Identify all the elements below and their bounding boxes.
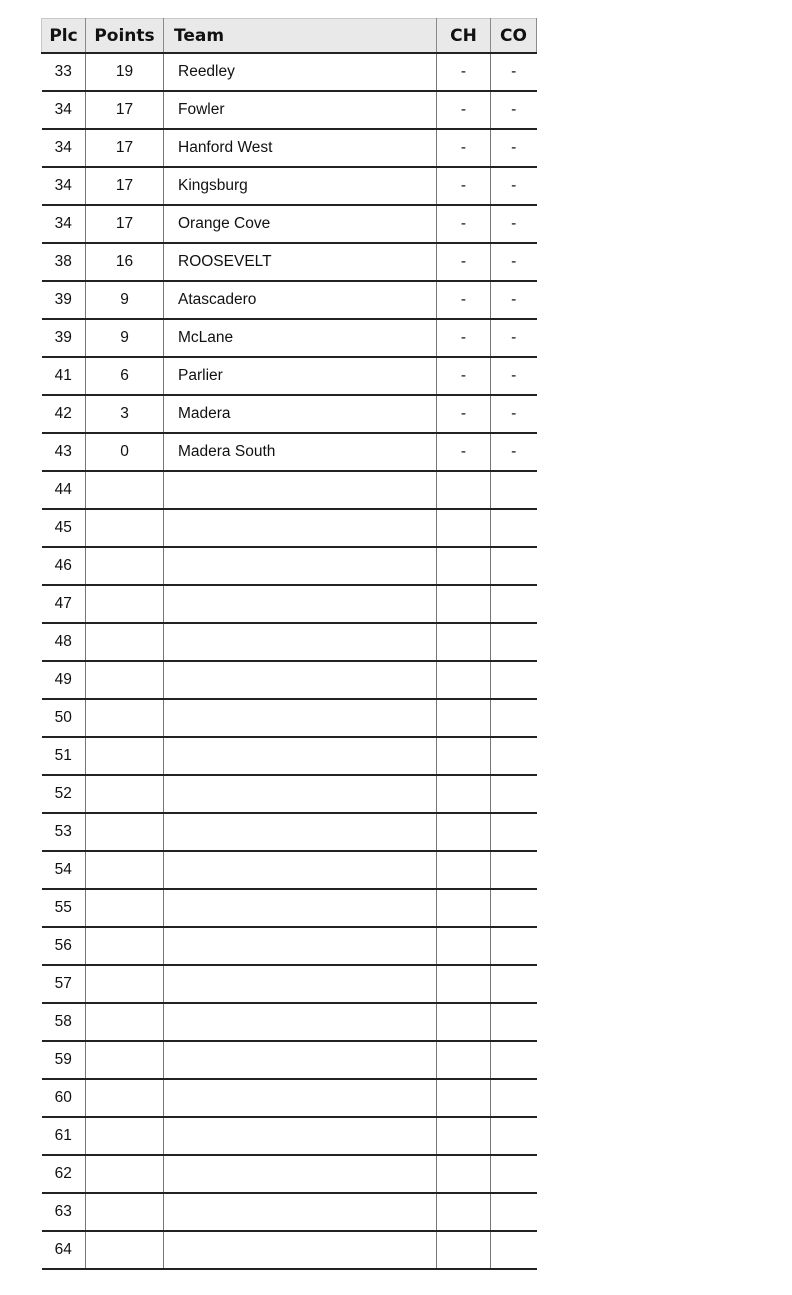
cell-points xyxy=(86,1231,164,1269)
cell-team xyxy=(164,737,437,775)
cell-points xyxy=(86,813,164,851)
cell-team xyxy=(164,585,437,623)
cell-co xyxy=(491,889,537,927)
cell-ch xyxy=(437,509,491,547)
cell-points xyxy=(86,623,164,661)
cell-ch: - xyxy=(437,205,491,243)
table-row xyxy=(42,623,537,661)
cell-plc: 53 xyxy=(42,813,86,851)
table-row xyxy=(42,357,537,395)
cell-plc: 34 xyxy=(42,91,86,129)
cell-plc: 57 xyxy=(42,965,86,1003)
cell-ch: - xyxy=(437,167,491,205)
cell-ch: - xyxy=(437,433,491,471)
table-row xyxy=(42,205,537,243)
cell-team xyxy=(164,889,437,927)
cell-points: 3 xyxy=(86,395,164,433)
cell-points: 9 xyxy=(86,319,164,357)
cell-ch: - xyxy=(437,91,491,129)
cell-co: - xyxy=(491,129,537,167)
cell-points xyxy=(86,471,164,509)
cell-points xyxy=(86,1003,164,1041)
header-team: Team xyxy=(164,19,437,54)
cell-team: Kingsburg xyxy=(164,167,437,205)
cell-team: Reedley xyxy=(164,53,437,91)
cell-plc: 51 xyxy=(42,737,86,775)
cell-plc: 34 xyxy=(42,205,86,243)
cell-plc: 38 xyxy=(42,243,86,281)
cell-plc: 49 xyxy=(42,661,86,699)
cell-co xyxy=(491,813,537,851)
table-row xyxy=(42,889,537,927)
cell-co: - xyxy=(491,281,537,319)
cell-points xyxy=(86,851,164,889)
cell-team: Hanford West xyxy=(164,129,437,167)
cell-team: Madera South xyxy=(164,433,437,471)
cell-points xyxy=(86,547,164,585)
cell-points: 17 xyxy=(86,129,164,167)
table-row xyxy=(42,813,537,851)
cell-plc: 39 xyxy=(42,281,86,319)
cell-team: McLane xyxy=(164,319,437,357)
table-row xyxy=(42,509,537,547)
table-row xyxy=(42,243,537,281)
table-row xyxy=(42,281,537,319)
cell-points xyxy=(86,509,164,547)
table-row xyxy=(42,699,537,737)
table-row xyxy=(42,1003,537,1041)
cell-points: 6 xyxy=(86,357,164,395)
cell-co xyxy=(491,661,537,699)
table-row xyxy=(42,1193,537,1231)
cell-points xyxy=(86,927,164,965)
cell-ch xyxy=(437,547,491,585)
cell-co xyxy=(491,927,537,965)
cell-ch: - xyxy=(437,129,491,167)
cell-ch xyxy=(437,1193,491,1231)
cell-ch xyxy=(437,1117,491,1155)
cell-points xyxy=(86,965,164,1003)
cell-co xyxy=(491,585,537,623)
cell-plc: 62 xyxy=(42,1155,86,1193)
cell-team xyxy=(164,965,437,1003)
cell-co xyxy=(491,775,537,813)
cell-plc: 63 xyxy=(42,1193,86,1231)
cell-ch xyxy=(437,927,491,965)
cell-plc: 42 xyxy=(42,395,86,433)
cell-plc: 64 xyxy=(42,1231,86,1269)
cell-co xyxy=(491,509,537,547)
cell-team: Parlier xyxy=(164,357,437,395)
cell-co xyxy=(491,737,537,775)
cell-team xyxy=(164,1155,437,1193)
cell-co xyxy=(491,547,537,585)
cell-ch xyxy=(437,585,491,623)
cell-team xyxy=(164,509,437,547)
cell-points xyxy=(86,585,164,623)
cell-plc: 59 xyxy=(42,1041,86,1079)
table-row xyxy=(42,167,537,205)
table-row xyxy=(42,471,537,509)
cell-team: Atascadero xyxy=(164,281,437,319)
cell-team xyxy=(164,1041,437,1079)
cell-co xyxy=(491,1155,537,1193)
table-row xyxy=(42,319,537,357)
cell-co xyxy=(491,851,537,889)
cell-plc: 61 xyxy=(42,1117,86,1155)
table-row xyxy=(42,1079,537,1117)
cell-team xyxy=(164,1079,437,1117)
table-row xyxy=(42,585,537,623)
table-row xyxy=(42,91,537,129)
cell-points xyxy=(86,737,164,775)
cell-ch: - xyxy=(437,281,491,319)
table-row xyxy=(42,1231,537,1269)
cell-plc: 60 xyxy=(42,1079,86,1117)
cell-team xyxy=(164,775,437,813)
table-header xyxy=(42,19,537,54)
cell-co: - xyxy=(491,53,537,91)
cell-points: 16 xyxy=(86,243,164,281)
table-row xyxy=(42,927,537,965)
cell-team xyxy=(164,927,437,965)
cell-team xyxy=(164,813,437,851)
cell-points: 17 xyxy=(86,205,164,243)
cell-ch xyxy=(437,661,491,699)
cell-ch xyxy=(437,699,491,737)
cell-plc: 55 xyxy=(42,889,86,927)
cell-points: 9 xyxy=(86,281,164,319)
cell-plc: 50 xyxy=(42,699,86,737)
table-row xyxy=(42,1155,537,1193)
cell-ch xyxy=(437,889,491,927)
cell-co: - xyxy=(491,395,537,433)
cell-co xyxy=(491,965,537,1003)
table-body xyxy=(42,53,537,1269)
header-co: CO xyxy=(491,19,537,54)
cell-ch xyxy=(437,851,491,889)
table-row xyxy=(42,395,537,433)
table-row xyxy=(42,737,537,775)
cell-plc: 48 xyxy=(42,623,86,661)
cell-co: - xyxy=(491,91,537,129)
cell-team: ROOSEVELT xyxy=(164,243,437,281)
cell-co xyxy=(491,699,537,737)
cell-points: 0 xyxy=(86,433,164,471)
cell-co: - xyxy=(491,205,537,243)
header-plc: Plc xyxy=(42,19,86,54)
header-row xyxy=(42,19,537,54)
cell-team xyxy=(164,851,437,889)
table-row xyxy=(42,1117,537,1155)
cell-points xyxy=(86,889,164,927)
cell-points xyxy=(86,1079,164,1117)
cell-ch: - xyxy=(437,395,491,433)
cell-plc: 56 xyxy=(42,927,86,965)
cell-plc: 41 xyxy=(42,357,86,395)
cell-ch: - xyxy=(437,53,491,91)
cell-co xyxy=(491,1117,537,1155)
cell-points xyxy=(86,699,164,737)
cell-ch: - xyxy=(437,357,491,395)
table-row xyxy=(42,851,537,889)
cell-co: - xyxy=(491,167,537,205)
table-row xyxy=(42,775,537,813)
cell-team xyxy=(164,661,437,699)
cell-ch xyxy=(437,775,491,813)
cell-points xyxy=(86,1193,164,1231)
standings-table xyxy=(41,18,537,1270)
cell-plc: 43 xyxy=(42,433,86,471)
cell-plc: 44 xyxy=(42,471,86,509)
cell-team: Madera xyxy=(164,395,437,433)
cell-team xyxy=(164,699,437,737)
cell-ch xyxy=(437,623,491,661)
cell-plc: 33 xyxy=(42,53,86,91)
cell-points: 17 xyxy=(86,167,164,205)
cell-ch: - xyxy=(437,319,491,357)
cell-co xyxy=(491,1193,537,1231)
cell-plc: 34 xyxy=(42,129,86,167)
cell-plc: 46 xyxy=(42,547,86,585)
cell-plc: 47 xyxy=(42,585,86,623)
cell-team: Orange Cove xyxy=(164,205,437,243)
cell-plc: 45 xyxy=(42,509,86,547)
cell-points xyxy=(86,1155,164,1193)
cell-team xyxy=(164,547,437,585)
table-row xyxy=(42,129,537,167)
cell-ch xyxy=(437,813,491,851)
cell-co: - xyxy=(491,357,537,395)
cell-points xyxy=(86,775,164,813)
cell-plc: 39 xyxy=(42,319,86,357)
cell-plc: 34 xyxy=(42,167,86,205)
cell-co: - xyxy=(491,433,537,471)
cell-ch: - xyxy=(437,243,491,281)
cell-co xyxy=(491,1079,537,1117)
cell-team xyxy=(164,1117,437,1155)
cell-ch xyxy=(437,1079,491,1117)
cell-team xyxy=(164,623,437,661)
table-row xyxy=(42,53,537,91)
cell-team xyxy=(164,1193,437,1231)
cell-ch xyxy=(437,1003,491,1041)
cell-plc: 54 xyxy=(42,851,86,889)
cell-points xyxy=(86,661,164,699)
cell-points xyxy=(86,1041,164,1079)
table-row xyxy=(42,1041,537,1079)
cell-co xyxy=(491,623,537,661)
cell-points xyxy=(86,1117,164,1155)
cell-co: - xyxy=(491,319,537,357)
cell-ch xyxy=(437,737,491,775)
cell-co xyxy=(491,471,537,509)
cell-team: Fowler xyxy=(164,91,437,129)
cell-points: 19 xyxy=(86,53,164,91)
header-points: Points xyxy=(86,19,164,54)
table-row xyxy=(42,433,537,471)
header-ch: CH xyxy=(437,19,491,54)
cell-co: - xyxy=(491,243,537,281)
table-row xyxy=(42,547,537,585)
table-row xyxy=(42,661,537,699)
cell-team xyxy=(164,471,437,509)
cell-ch xyxy=(437,965,491,1003)
cell-points: 17 xyxy=(86,91,164,129)
cell-ch xyxy=(437,1155,491,1193)
cell-co xyxy=(491,1231,537,1269)
cell-co xyxy=(491,1041,537,1079)
cell-ch xyxy=(437,471,491,509)
table-row xyxy=(42,965,537,1003)
cell-ch xyxy=(437,1231,491,1269)
cell-team xyxy=(164,1231,437,1269)
cell-co xyxy=(491,1003,537,1041)
cell-plc: 58 xyxy=(42,1003,86,1041)
cell-plc: 52 xyxy=(42,775,86,813)
cell-team xyxy=(164,1003,437,1041)
cell-ch xyxy=(437,1041,491,1079)
